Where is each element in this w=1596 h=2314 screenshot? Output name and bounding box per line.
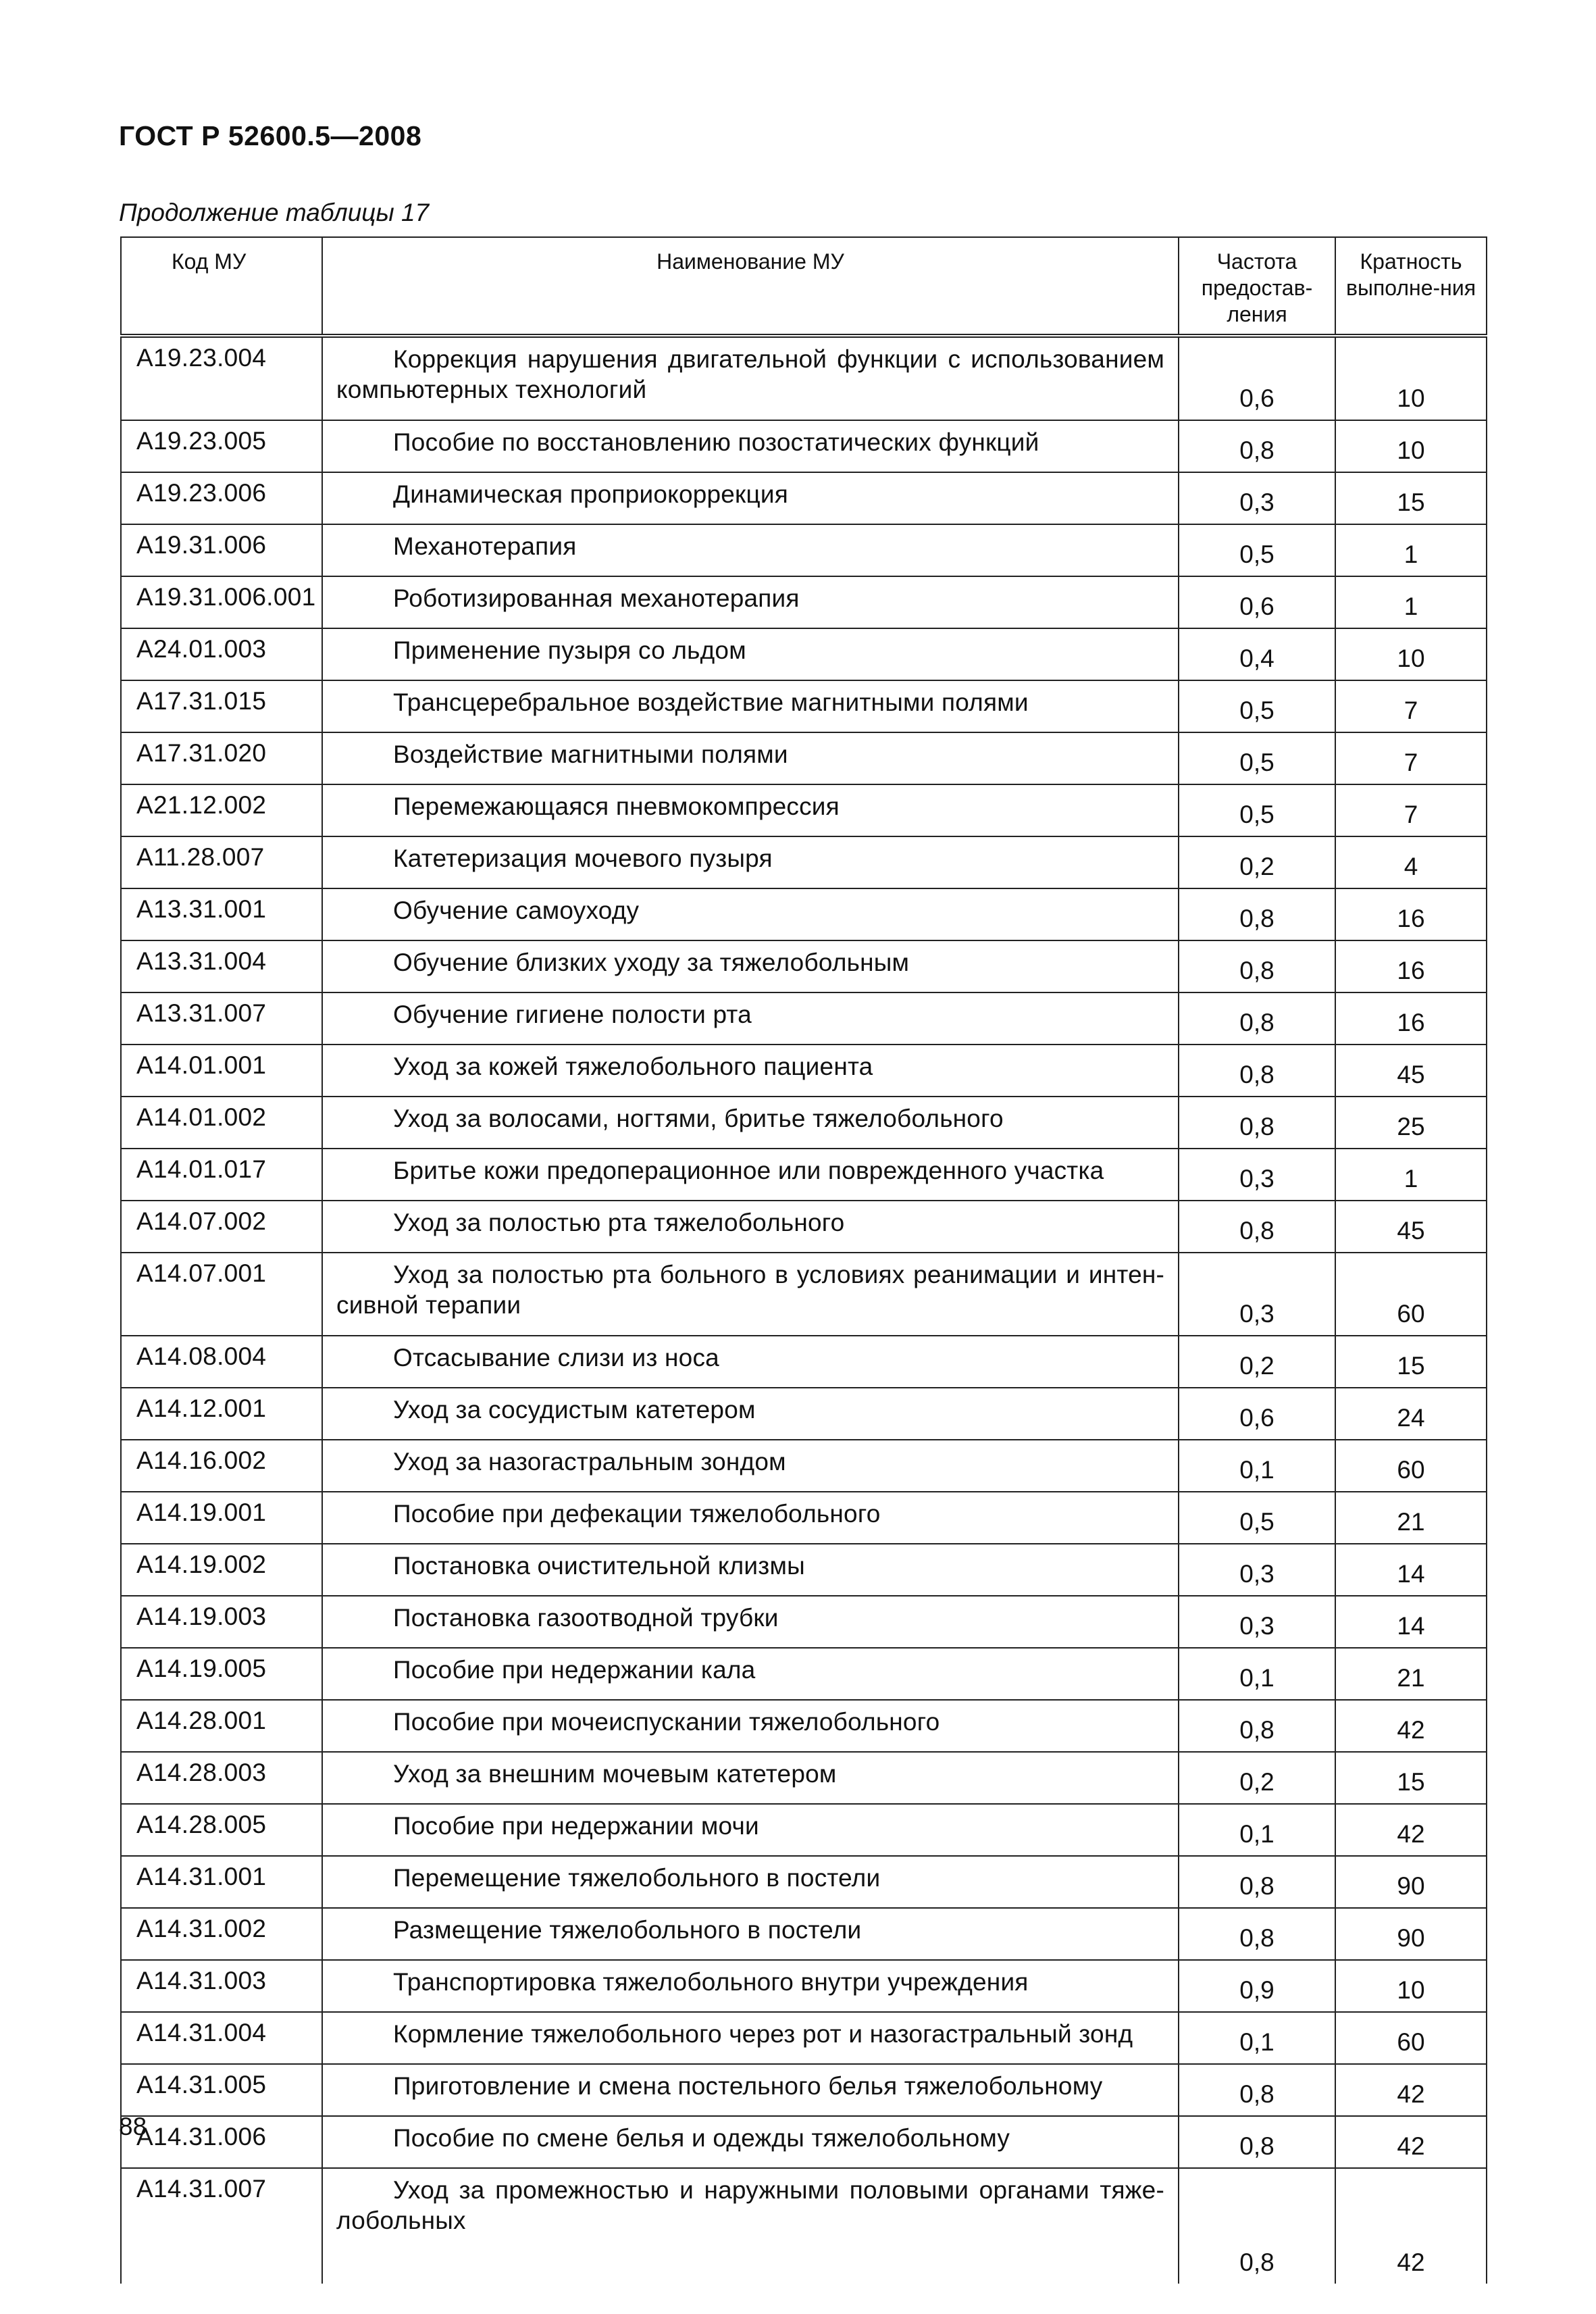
cell-name bbox=[322, 784, 1179, 836]
cell-frequency: 0,3 bbox=[1179, 472, 1335, 524]
cell-multiplicity: 1 bbox=[1335, 1149, 1487, 1201]
cell-code bbox=[121, 1544, 322, 1596]
cell-frequency: 0,8 bbox=[1179, 940, 1335, 992]
cell-name bbox=[322, 680, 1179, 732]
cell-frequency: 0,1 bbox=[1179, 1440, 1335, 1492]
cell-frequency: 0,5 bbox=[1179, 524, 1335, 576]
cell-frequency: 0,8 bbox=[1179, 1045, 1335, 1097]
cell-name bbox=[322, 940, 1179, 992]
table-row bbox=[121, 940, 1487, 992]
cell-code bbox=[121, 2116, 322, 2168]
cell-name bbox=[322, 1960, 1179, 2012]
cell-frequency: 0,2 bbox=[1179, 836, 1335, 888]
cell-code-text: A14.19.005 bbox=[136, 1655, 267, 1682]
table-row bbox=[121, 1492, 1487, 1544]
cell-code bbox=[121, 1201, 322, 1253]
cell-frequency: 0,8 bbox=[1179, 1856, 1335, 1908]
cell-multiplicity: 90 bbox=[1335, 1856, 1487, 1908]
cell-code-text: A14.19.001 bbox=[136, 1499, 267, 1526]
cell-code bbox=[121, 784, 322, 836]
cell-multiplicity: 45 bbox=[1335, 1201, 1487, 1253]
cell-name bbox=[322, 1440, 1179, 1492]
table-row bbox=[121, 888, 1487, 940]
cell-name-text: Пособие по восстановлению позостатических функций bbox=[393, 428, 1039, 456]
cell-frequency: 0,3 bbox=[1179, 1596, 1335, 1648]
table-row bbox=[121, 576, 1487, 628]
cell-multiplicity: 15 bbox=[1335, 1752, 1487, 1804]
table-row bbox=[121, 732, 1487, 784]
page-number: 88 bbox=[119, 2113, 147, 2140]
cell-name bbox=[322, 472, 1179, 524]
cell-frequency: 0,9 bbox=[1179, 1960, 1335, 2012]
table-row bbox=[121, 784, 1487, 836]
cell-frequency: 0,8 bbox=[1179, 1201, 1335, 1253]
cell-code bbox=[121, 1700, 322, 1752]
cell-code-text: A14.31.004 bbox=[136, 2019, 267, 2046]
cell-code bbox=[121, 992, 322, 1045]
cell-name-text: Транспортировка тяжелобольного внутри учреждения bbox=[393, 1968, 1029, 1996]
cell-code-text: A14.07.002 bbox=[136, 1207, 267, 1235]
cell-frequency: 0,5 bbox=[1179, 680, 1335, 732]
cell-frequency: 0,3 bbox=[1179, 1149, 1335, 1201]
cell-multiplicity: 42 bbox=[1335, 1700, 1487, 1752]
table-row bbox=[121, 680, 1487, 732]
cell-name-text: Применение пузыря со льдом bbox=[393, 636, 746, 664]
table-row bbox=[121, 472, 1487, 524]
cell-name-text: Коррекция нарушения двигательной функции с использованием компьютерных технологий bbox=[336, 345, 1164, 403]
cell-name bbox=[322, 836, 1179, 888]
cell-name bbox=[322, 628, 1179, 680]
table-row bbox=[121, 1097, 1487, 1149]
cell-frequency: 0,2 bbox=[1179, 1336, 1335, 1388]
cell-frequency: 0,1 bbox=[1179, 2012, 1335, 2064]
cell-name bbox=[322, 1388, 1179, 1440]
table-row bbox=[121, 1804, 1487, 1856]
cell-multiplicity: 42 bbox=[1335, 2064, 1487, 2116]
cell-frequency: 0,8 bbox=[1179, 888, 1335, 940]
cell-code bbox=[121, 1440, 322, 1492]
cell-frequency: 0,3 bbox=[1179, 1544, 1335, 1596]
cell-code bbox=[121, 1752, 322, 1804]
cell-name bbox=[322, 1097, 1179, 1149]
cell-code bbox=[121, 2168, 322, 2284]
cell-frequency: 0,1 bbox=[1179, 1648, 1335, 1700]
cell-code-text: A19.23.005 bbox=[136, 427, 267, 455]
cell-code-text: A14.19.002 bbox=[136, 1551, 267, 1578]
cell-name bbox=[322, 1908, 1179, 1960]
cell-multiplicity: 16 bbox=[1335, 992, 1487, 1045]
cell-multiplicity: 42 bbox=[1335, 2116, 1487, 2168]
table-row bbox=[121, 1253, 1487, 1336]
table-row bbox=[121, 1149, 1487, 1201]
cell-frequency: 0,8 bbox=[1179, 992, 1335, 1045]
cell-frequency: 0,2 bbox=[1179, 1752, 1335, 1804]
cell-code-text: A19.23.006 bbox=[136, 479, 267, 507]
cell-name-text: Трансцеребральное воздействие магнитными полями bbox=[393, 688, 1029, 716]
cell-name bbox=[322, 1804, 1179, 1856]
cell-name-text: Уход за полостью рта больного в условиях реанимации и интен-сивной терапии bbox=[336, 1261, 1164, 1319]
cell-name-text: Обучение гигиене полости рта bbox=[393, 1001, 752, 1028]
cell-multiplicity: 60 bbox=[1335, 1440, 1487, 1492]
cell-name bbox=[322, 992, 1179, 1045]
cell-multiplicity: 7 bbox=[1335, 784, 1487, 836]
cell-code bbox=[121, 336, 322, 420]
cell-code-text: A14.31.001 bbox=[136, 1863, 267, 1890]
cell-code bbox=[121, 472, 322, 524]
cell-multiplicity: 21 bbox=[1335, 1492, 1487, 1544]
cell-code-text: A13.31.001 bbox=[136, 895, 267, 923]
table-row bbox=[121, 2168, 1487, 2284]
cell-code-text: A14.01.017 bbox=[136, 1155, 267, 1183]
cell-code bbox=[121, 576, 322, 628]
cell-name-text: Пособие при мочеиспускании тяжелобольного bbox=[393, 1708, 940, 1736]
cell-name bbox=[322, 1253, 1179, 1336]
cell-code bbox=[121, 628, 322, 680]
cell-name-text: Воздействие магнитными полями bbox=[393, 740, 788, 768]
table-row bbox=[121, 1201, 1487, 1253]
column-header-multiplicity: Кратность выполне-ния bbox=[1335, 237, 1487, 336]
cell-multiplicity: 90 bbox=[1335, 1908, 1487, 1960]
cell-code-text: A14.31.006 bbox=[136, 2123, 267, 2150]
cell-name bbox=[322, 2064, 1179, 2116]
cell-name-text: Обучение самоуходу bbox=[393, 897, 640, 924]
cell-name-text: Уход за кожей тяжелобольного пациента bbox=[393, 1053, 873, 1080]
cell-name-text: Уход за полостью рта тяжелобольного bbox=[393, 1209, 845, 1236]
table-row bbox=[121, 628, 1487, 680]
cell-code-text: A17.31.015 bbox=[136, 687, 267, 715]
cell-code-text: A14.31.007 bbox=[136, 2175, 267, 2203]
cell-multiplicity: 1 bbox=[1335, 576, 1487, 628]
cell-frequency: 0,8 bbox=[1179, 2064, 1335, 2116]
cell-name-text: Размещение тяжелобольного в постели bbox=[393, 1916, 862, 1944]
cell-code bbox=[121, 2064, 322, 2116]
cell-name bbox=[322, 1752, 1179, 1804]
cell-name-text: Катетеризация мочевого пузыря bbox=[393, 845, 773, 872]
cell-code bbox=[121, 1648, 322, 1700]
cell-code bbox=[121, 1097, 322, 1149]
cell-code bbox=[121, 732, 322, 784]
table-row bbox=[121, 524, 1487, 576]
table-row bbox=[121, 1596, 1487, 1648]
cell-name bbox=[322, 2168, 1179, 2284]
cell-code-text: A24.01.003 bbox=[136, 635, 267, 663]
cell-frequency: 0,5 bbox=[1179, 732, 1335, 784]
cell-code-text: A14.31.002 bbox=[136, 1915, 267, 1942]
table-row bbox=[121, 2116, 1487, 2168]
cell-code-text: A21.12.002 bbox=[136, 791, 267, 819]
table-row bbox=[121, 1752, 1487, 1804]
cell-multiplicity: 7 bbox=[1335, 680, 1487, 732]
cell-code-text: A19.31.006 bbox=[136, 531, 267, 559]
cell-multiplicity: 21 bbox=[1335, 1648, 1487, 1700]
cell-code bbox=[121, 1804, 322, 1856]
cell-frequency: 0,3 bbox=[1179, 1253, 1335, 1336]
cell-name-text: Постановка очистительной клизмы bbox=[393, 1552, 805, 1580]
cell-frequency: 0,8 bbox=[1179, 1908, 1335, 1960]
cell-code bbox=[121, 1045, 322, 1097]
table-header-row bbox=[121, 237, 1487, 336]
cell-name bbox=[322, 1700, 1179, 1752]
cell-code bbox=[121, 1908, 322, 1960]
cell-multiplicity: 14 bbox=[1335, 1596, 1487, 1648]
cell-multiplicity: 10 bbox=[1335, 336, 1487, 420]
column-header-code: Код МУ bbox=[121, 237, 322, 336]
cell-code-text: A19.23.004 bbox=[136, 344, 267, 372]
cell-frequency: 0,8 bbox=[1179, 2168, 1335, 2284]
cell-code-text: A14.01.002 bbox=[136, 1103, 267, 1131]
table-row bbox=[121, 992, 1487, 1045]
cell-code-text: A14.28.005 bbox=[136, 1811, 267, 1838]
cell-code-text: A14.31.005 bbox=[136, 2071, 267, 2098]
cell-name bbox=[322, 2012, 1179, 2064]
cell-name-text: Бритье кожи предоперационное или поврежденного участка bbox=[393, 1157, 1104, 1184]
cell-code bbox=[121, 1253, 322, 1336]
cell-multiplicity: 7 bbox=[1335, 732, 1487, 784]
cell-code-text: A11.28.007 bbox=[136, 843, 265, 871]
table-row bbox=[121, 2064, 1487, 2116]
table-row bbox=[121, 1336, 1487, 1388]
cell-code-text: A14.08.004 bbox=[136, 1342, 267, 1370]
cell-name-text: Уход за промежностью и наружными половыми органами тяже-лобольных bbox=[336, 2176, 1164, 2234]
table-row bbox=[121, 836, 1487, 888]
document-header: ГОСТ Р 52600.5—2008 bbox=[119, 120, 422, 151]
cell-code-text: A14.28.003 bbox=[136, 1759, 267, 1786]
cell-code bbox=[121, 836, 322, 888]
cell-multiplicity: 60 bbox=[1335, 1253, 1487, 1336]
cell-frequency: 0,8 bbox=[1179, 1097, 1335, 1149]
cell-name-text: Постановка газоотводной трубки bbox=[393, 1604, 779, 1632]
cell-name bbox=[322, 888, 1179, 940]
cell-name bbox=[322, 1149, 1179, 1201]
cell-multiplicity: 42 bbox=[1335, 2168, 1487, 2284]
cell-code-text: A14.19.003 bbox=[136, 1603, 267, 1630]
cell-name bbox=[322, 2116, 1179, 2168]
cell-frequency: 0,8 bbox=[1179, 1700, 1335, 1752]
cell-multiplicity: 42 bbox=[1335, 1804, 1487, 1856]
cell-code bbox=[121, 680, 322, 732]
cell-multiplicity: 15 bbox=[1335, 472, 1487, 524]
table-row bbox=[121, 1440, 1487, 1492]
table-row bbox=[121, 1960, 1487, 2012]
cell-code-text: A19.31.006.001 bbox=[136, 583, 316, 611]
cell-code-text: A13.31.007 bbox=[136, 999, 267, 1027]
cell-name bbox=[322, 1492, 1179, 1544]
cell-multiplicity: 15 bbox=[1335, 1336, 1487, 1388]
column-header-name: Наименование МУ bbox=[322, 237, 1179, 336]
cell-code bbox=[121, 2012, 322, 2064]
cell-multiplicity: 16 bbox=[1335, 940, 1487, 992]
cell-code-text: A14.01.001 bbox=[136, 1051, 267, 1079]
cell-name-text: Пособие при дефекации тяжелобольного bbox=[393, 1500, 881, 1528]
cell-name bbox=[322, 420, 1179, 472]
cell-multiplicity: 16 bbox=[1335, 888, 1487, 940]
table-row bbox=[121, 420, 1487, 472]
cell-multiplicity: 1 bbox=[1335, 524, 1487, 576]
cell-name bbox=[322, 576, 1179, 628]
cell-name-text: Роботизированная механотерапия bbox=[393, 584, 800, 612]
cell-name bbox=[322, 524, 1179, 576]
cell-code bbox=[121, 888, 322, 940]
cell-code-text: A13.31.004 bbox=[136, 947, 267, 975]
cell-code bbox=[121, 1596, 322, 1648]
cell-frequency: 0,8 bbox=[1179, 2116, 1335, 2168]
cell-code bbox=[121, 1336, 322, 1388]
cell-name-text: Пособие при недержании кала bbox=[393, 1656, 756, 1684]
table-row bbox=[121, 1045, 1487, 1097]
cell-code bbox=[121, 1492, 322, 1544]
cell-name-text: Пособие по смене белья и одежды тяжелобольному bbox=[393, 2124, 1010, 2152]
services-table-container bbox=[120, 236, 1486, 2284]
table-row bbox=[121, 1856, 1487, 1908]
cell-frequency: 0,5 bbox=[1179, 1492, 1335, 1544]
cell-code-text: A14.28.001 bbox=[136, 1707, 267, 1734]
cell-multiplicity: 10 bbox=[1335, 1960, 1487, 2012]
cell-code bbox=[121, 420, 322, 472]
column-header-frequency: Частота предостав-ления bbox=[1179, 237, 1335, 336]
cell-frequency: 0,8 bbox=[1179, 420, 1335, 472]
services-table bbox=[120, 236, 1487, 2284]
cell-multiplicity: 24 bbox=[1335, 1388, 1487, 1440]
cell-code bbox=[121, 1960, 322, 2012]
cell-code bbox=[121, 1856, 322, 1908]
cell-name-text: Пособие при недержании мочи bbox=[393, 1812, 759, 1840]
table-row bbox=[121, 2012, 1487, 2064]
cell-name bbox=[322, 1336, 1179, 1388]
cell-name bbox=[322, 1648, 1179, 1700]
cell-name bbox=[322, 1045, 1179, 1097]
cell-name-text: Динамическая проприокоррекция bbox=[393, 480, 788, 508]
cell-multiplicity: 45 bbox=[1335, 1045, 1487, 1097]
cell-name bbox=[322, 1544, 1179, 1596]
cell-name-text: Уход за сосудистым катетером bbox=[393, 1396, 756, 1424]
cell-name-text: Перемещение тяжелобольного в постели bbox=[393, 1864, 881, 1892]
table-row bbox=[121, 1908, 1487, 1960]
cell-frequency: 0,1 bbox=[1179, 1804, 1335, 1856]
cell-name bbox=[322, 732, 1179, 784]
cell-multiplicity: 10 bbox=[1335, 628, 1487, 680]
cell-code-text: A14.16.002 bbox=[136, 1447, 267, 1474]
cell-name-text: Уход за внешним мочевым катетером bbox=[393, 1760, 837, 1788]
cell-name bbox=[322, 1856, 1179, 1908]
cell-code-text: A14.07.001 bbox=[136, 1259, 267, 1287]
table-row bbox=[121, 336, 1487, 420]
table-body bbox=[121, 336, 1487, 2284]
table-row bbox=[121, 1700, 1487, 1752]
cell-name-text: Кормление тяжелобольного через рот и назогастральный зонд bbox=[393, 2020, 1133, 2048]
cell-multiplicity: 60 bbox=[1335, 2012, 1487, 2064]
table-row bbox=[121, 1388, 1487, 1440]
cell-frequency: 0,6 bbox=[1179, 576, 1335, 628]
table-caption: Продолжение таблицы 17 bbox=[119, 199, 430, 226]
cell-name-text: Уход за назогастральным зондом bbox=[393, 1448, 786, 1476]
cell-name-text: Обучение близких уходу за тяжелобольным bbox=[393, 949, 910, 976]
cell-name bbox=[322, 1201, 1179, 1253]
cell-code-text: A17.31.020 bbox=[136, 739, 267, 767]
cell-code bbox=[121, 1388, 322, 1440]
cell-code-text: A14.31.003 bbox=[136, 1967, 267, 1994]
cell-code-text: A14.12.001 bbox=[136, 1394, 267, 1422]
table-row bbox=[121, 1648, 1487, 1700]
cell-frequency: 0,4 bbox=[1179, 628, 1335, 680]
cell-frequency: 0,6 bbox=[1179, 336, 1335, 420]
cell-name-text: Перемежающаяся пневмокомпрессия bbox=[393, 793, 840, 820]
cell-multiplicity: 4 bbox=[1335, 836, 1487, 888]
cell-code bbox=[121, 940, 322, 992]
cell-frequency: 0,6 bbox=[1179, 1388, 1335, 1440]
cell-code bbox=[121, 1149, 322, 1201]
cell-name bbox=[322, 1596, 1179, 1648]
table-row bbox=[121, 1544, 1487, 1596]
cell-name bbox=[322, 336, 1179, 420]
cell-multiplicity: 25 bbox=[1335, 1097, 1487, 1149]
cell-name-text: Механотерапия bbox=[393, 532, 577, 560]
cell-frequency: 0,5 bbox=[1179, 784, 1335, 836]
cell-code bbox=[121, 524, 322, 576]
cell-name-text: Приготовление и смена постельного белья тяжелобольному bbox=[393, 2072, 1103, 2100]
cell-multiplicity: 14 bbox=[1335, 1544, 1487, 1596]
cell-multiplicity: 10 bbox=[1335, 420, 1487, 472]
cell-name-text: Уход за волосами, ногтями, бритье тяжелобольного bbox=[393, 1105, 1004, 1132]
cell-name-text: Отсасывание слизи из носа bbox=[393, 1344, 719, 1372]
